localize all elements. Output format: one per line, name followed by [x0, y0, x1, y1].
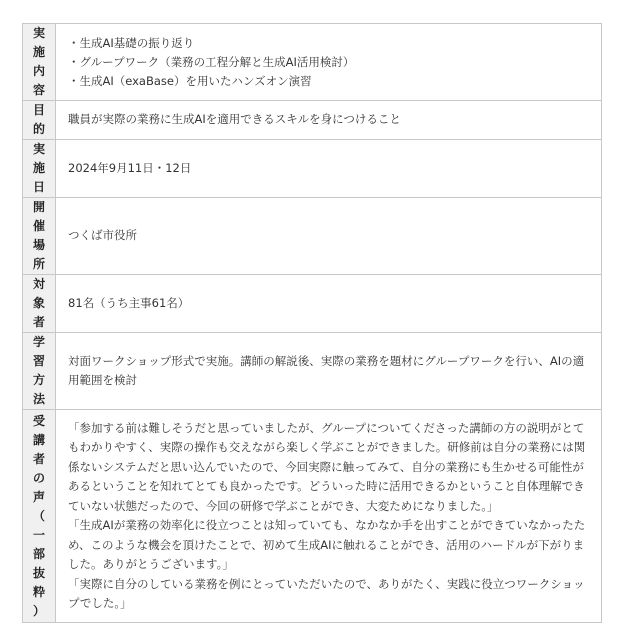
- header-char: の: [32, 470, 45, 485]
- row-header: [23, 24, 56, 101]
- row-header: [23, 333, 56, 410]
- header-char: 所: [32, 257, 45, 271]
- row-header: [23, 140, 56, 198]
- header-char: 講: [32, 432, 45, 447]
- header-char: 方: [32, 373, 45, 387]
- header-char: 容: [32, 83, 45, 97]
- feedback-quote: 「実際に自分のしている業務を例にとっていただいたので、ありがたく、実践に役立つワークショップでした。」: [68, 576, 585, 610]
- row-date: [23, 140, 602, 198]
- header-char: 開: [32, 200, 45, 214]
- header-char: 日: [32, 180, 45, 194]
- header-char: 内: [32, 64, 45, 78]
- row-value: 職員が実際の業務に生成AIを適用できるスキルを身につけること: [56, 101, 602, 140]
- header-char: 施: [32, 45, 45, 59]
- row-value: つくば市役所: [56, 198, 602, 275]
- row-target: [23, 275, 602, 333]
- row-value: 2024年9月11日・12日: [56, 140, 602, 198]
- header-char: 声: [32, 489, 45, 504]
- row-method: [23, 333, 602, 410]
- header-char: ）: [32, 603, 45, 618]
- row-value: 対面ワークショップ形式で実施。講師の解説後、実際の業務を題材にグループワークを行い、AIの適用範囲を検討: [56, 333, 602, 410]
- header-char: 象: [32, 296, 45, 310]
- list-item: ・グループワーク（業務の工程分解と生成AI活用検討）: [68, 54, 355, 69]
- header-char: 場: [32, 238, 45, 252]
- row-value: [56, 410, 602, 623]
- header-char: 目: [32, 103, 45, 117]
- row-value: [56, 24, 602, 101]
- list-item: ・生成AI（exaBase）を用いたハンズオン演習: [68, 73, 312, 88]
- row-content: [23, 24, 602, 101]
- header-char: 実: [32, 26, 45, 40]
- row-header: [23, 101, 56, 140]
- header-char: 習: [32, 354, 45, 368]
- header-char: 者: [32, 315, 45, 329]
- header-char: 抜: [32, 565, 45, 580]
- header-char: 法: [32, 392, 45, 406]
- row-feedback: [23, 410, 602, 623]
- header-char: 粋: [32, 584, 45, 599]
- header-char: 的: [32, 122, 45, 136]
- row-venue: [23, 198, 602, 275]
- row-header: [23, 198, 56, 275]
- header-char: 者: [32, 451, 45, 466]
- training-summary-table: [22, 23, 602, 623]
- header-char: 一: [32, 527, 45, 542]
- row-header: [23, 410, 56, 623]
- feedback-quote: 「生成AIが業務の効率化に役立つことは知っていても、なかなか手を出すことができていなかったため、このような機会を頂けたことで、初めて生成AIに触れることができ、活用のハードルが下がりました。ありがとうございます。」: [68, 518, 586, 571]
- header-char: 施: [32, 161, 45, 175]
- header-char: 催: [32, 219, 45, 233]
- row-purpose: [23, 101, 602, 140]
- header-char: 受: [32, 413, 45, 428]
- feedback-quote: 「参加する前は難しそうだと思っていましたが、グループについてくださった講師の方の説明がとてもわかりやすく、実際の操作も交えながら楽しく学ぶことができました。研修前は自分の業務には関係ないシステムだと思い込んでいたので、今回実際に触ってみて、自分の業務にも生かせる可能性があるということを知れてとても良かったです。どういった時に活用できるかということ自体理解できていない状態だったので、今回の研修で学ぶことができ、大変ためになりました。」: [68, 420, 586, 513]
- header-char: 対: [32, 277, 45, 291]
- row-value: 81名（うち主事61名）: [56, 275, 602, 333]
- header-char: 学: [32, 335, 45, 349]
- header-char: 実: [32, 142, 45, 156]
- header-char: （: [32, 508, 45, 523]
- header-char: 部: [32, 546, 45, 561]
- list-item: ・生成AI基礎の振り返り: [68, 35, 195, 50]
- row-header: [23, 275, 56, 333]
